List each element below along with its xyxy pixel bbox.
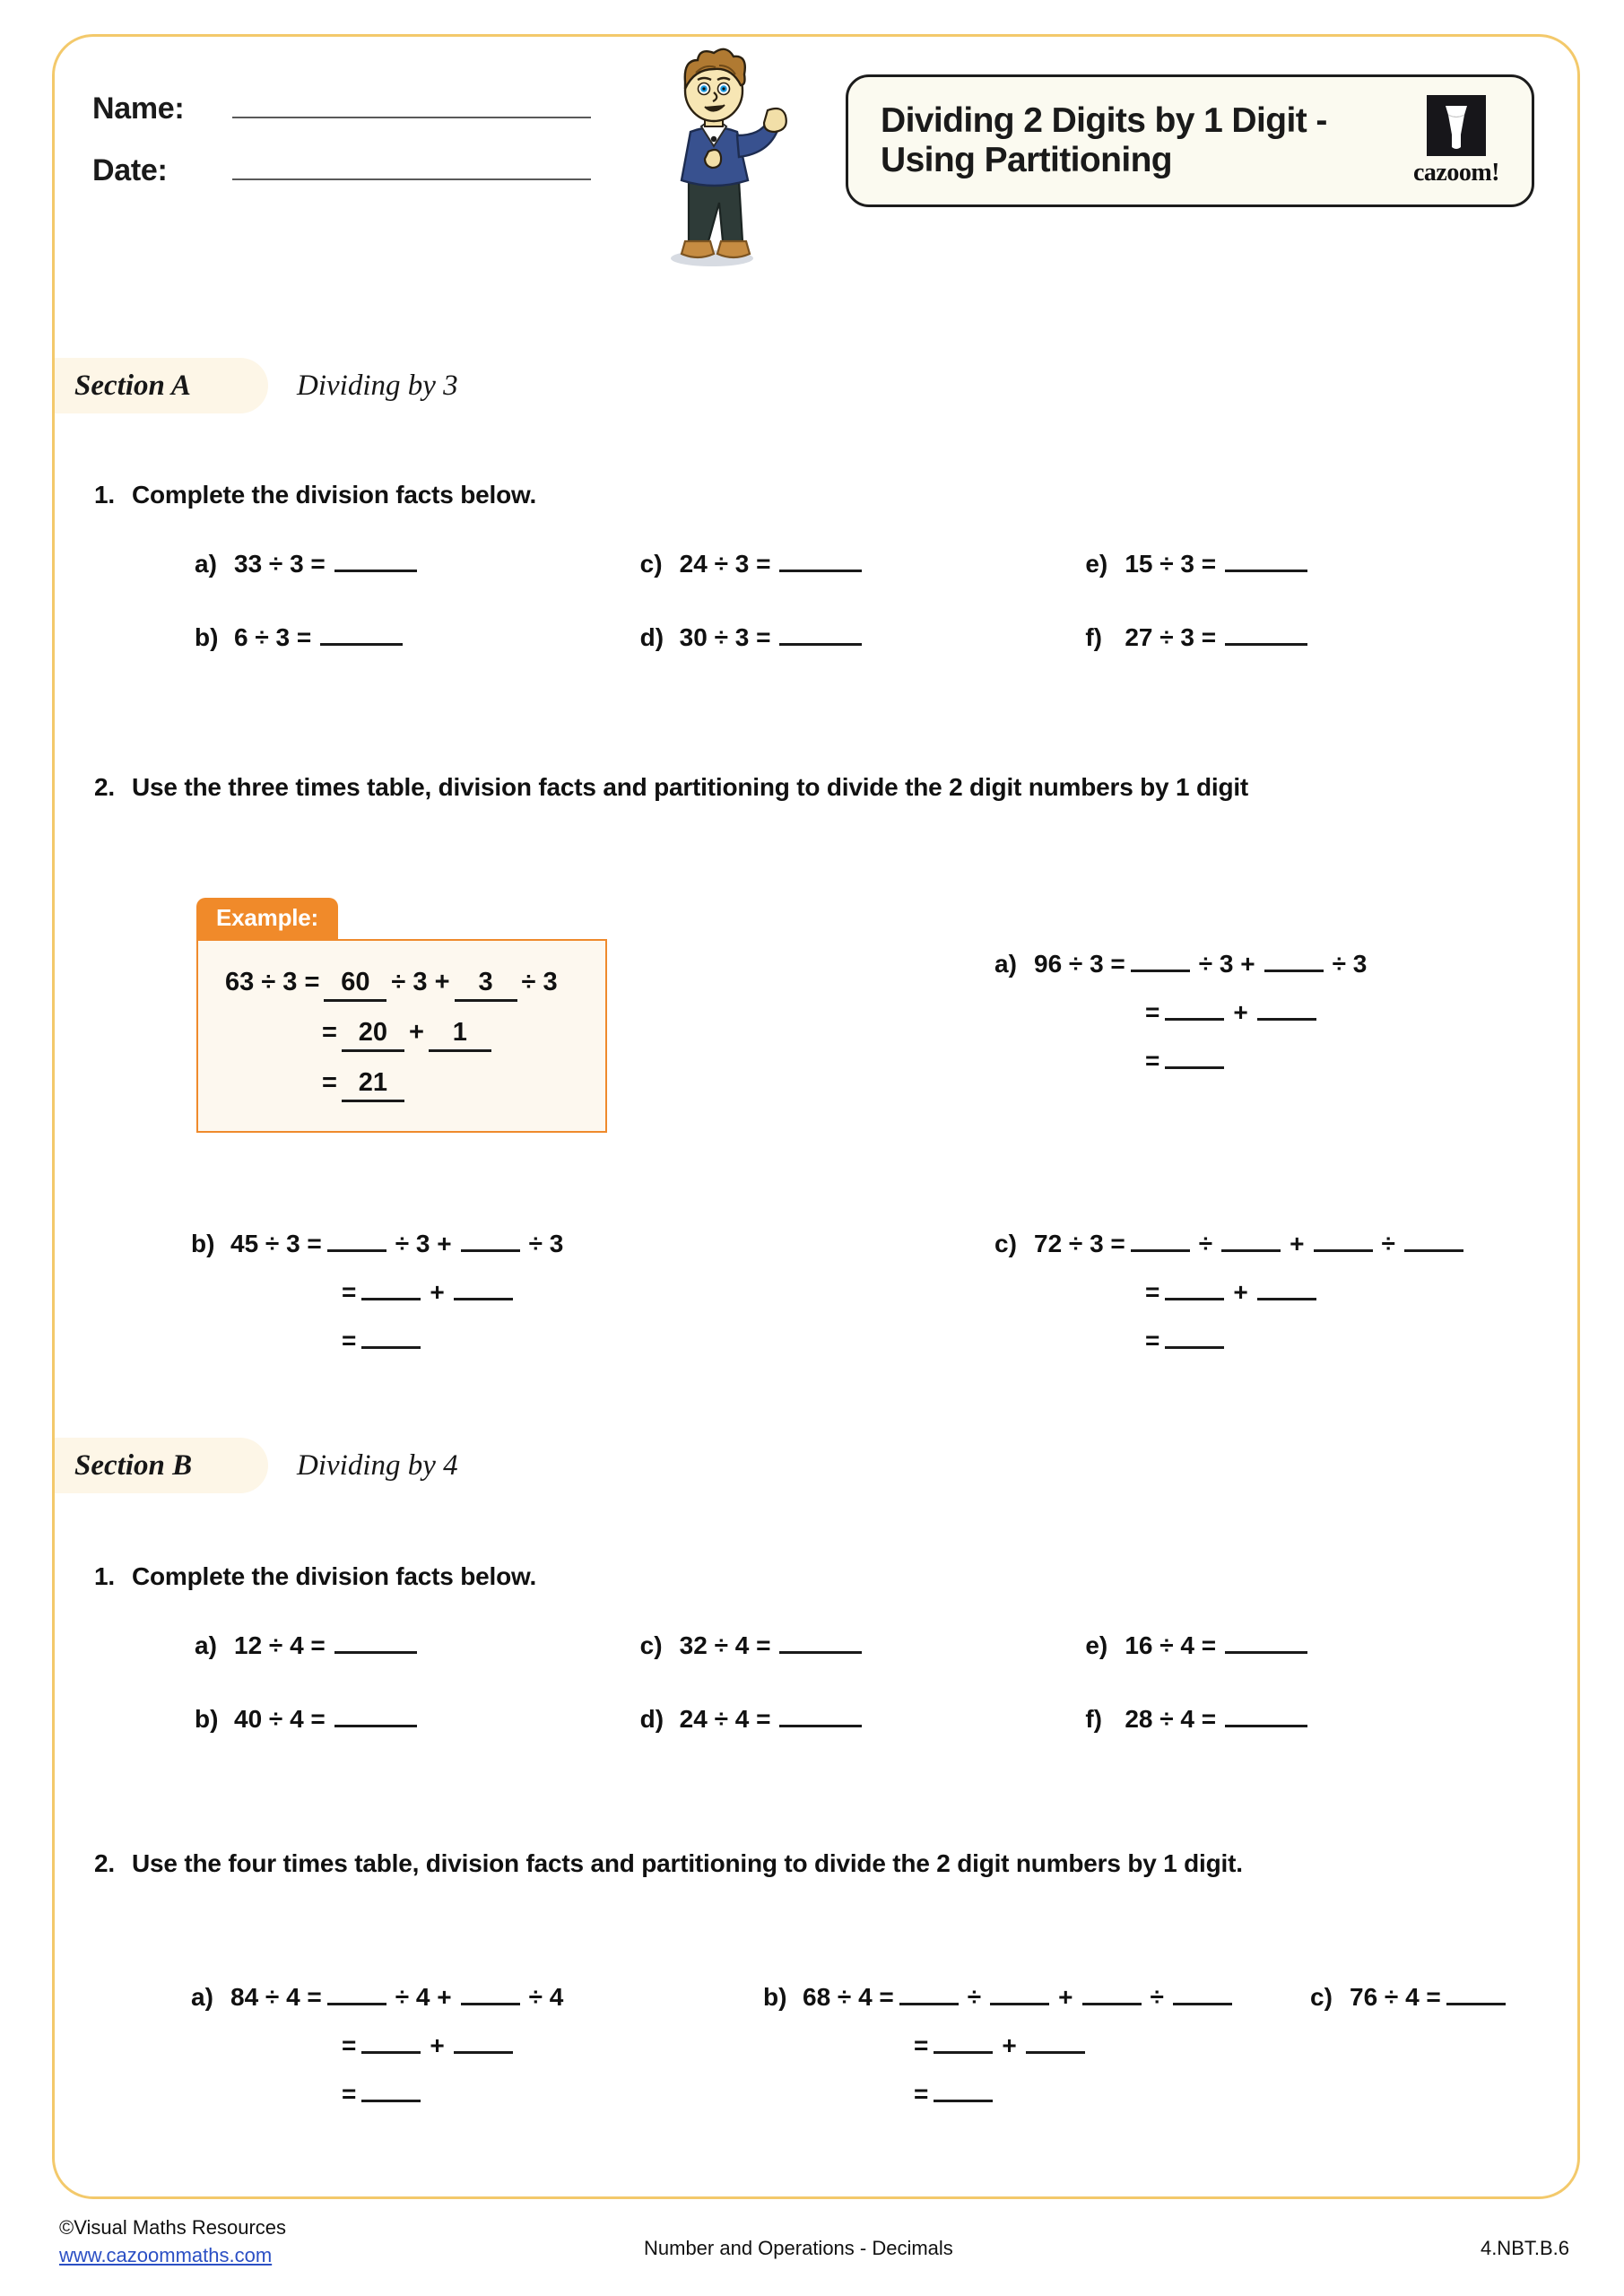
answer-blank[interactable] bbox=[1131, 950, 1190, 972]
date-label: Date: bbox=[92, 153, 168, 187]
section-a-pill bbox=[55, 358, 268, 413]
fact-expression: 15 ÷ 3 = bbox=[1125, 550, 1217, 578]
fact-label: b) bbox=[195, 1705, 219, 1733]
part-equals: = bbox=[342, 1278, 357, 1306]
answer-blank[interactable] bbox=[454, 1278, 513, 1300]
example-line-3 bbox=[198, 1068, 605, 1102]
part-equals: = bbox=[1145, 998, 1160, 1026]
fact-item bbox=[640, 623, 1086, 652]
section-b-pill bbox=[55, 1438, 268, 1493]
fact-expression: 16 ÷ 4 = bbox=[1125, 1631, 1217, 1659]
answer-blank[interactable] bbox=[990, 1983, 1049, 2005]
part-lhs: 68 ÷ 4 = bbox=[803, 1983, 894, 2011]
example-line-1 bbox=[198, 968, 605, 1002]
example-plus: + bbox=[408, 1018, 424, 1047]
fact-item bbox=[1085, 1705, 1531, 1734]
answer-blank[interactable] bbox=[334, 552, 417, 572]
part-equals: = bbox=[914, 2080, 929, 2108]
part-divide-1: ÷ bbox=[967, 1983, 982, 2011]
section-a-q1-prompt: Complete the division facts below. bbox=[132, 481, 537, 509]
example-value-20: 20 bbox=[342, 1018, 404, 1052]
section-b-q1-prompt: Complete the division facts below. bbox=[132, 1562, 537, 1590]
footer-copyright: ©Visual Maths Resources bbox=[59, 2216, 287, 2239]
example-value-21: 21 bbox=[342, 1068, 404, 1102]
fact-item bbox=[195, 550, 640, 578]
worksheet-footer bbox=[52, 2213, 1580, 2285]
fact-expression: 28 ÷ 4 = bbox=[1125, 1705, 1217, 1733]
fact-label: e) bbox=[1085, 550, 1108, 578]
fact-label: f) bbox=[1085, 623, 1102, 651]
part-line-1 bbox=[191, 1230, 567, 1258]
part-lhs: 96 ÷ 3 = bbox=[1034, 950, 1125, 978]
fact-expression: 6 ÷ 3 = bbox=[234, 623, 312, 651]
title-banner bbox=[846, 74, 1534, 207]
answer-blank[interactable] bbox=[361, 2031, 421, 2054]
part-operator-1: ÷ 3 + bbox=[395, 1230, 452, 1257]
answer-blank[interactable] bbox=[461, 1230, 520, 1252]
example-lhs: 63 ÷ 3 = bbox=[225, 968, 320, 996]
example-eq-2: = bbox=[322, 1018, 337, 1047]
example-value-3: 3 bbox=[455, 968, 517, 1002]
section-a-q2-part-a bbox=[994, 950, 1370, 1095]
section-b-subtitle: Dividing by 4 bbox=[297, 1448, 458, 1482]
part-lhs: 72 ÷ 3 = bbox=[1034, 1230, 1125, 1257]
example-box bbox=[196, 939, 607, 1133]
answer-blank[interactable] bbox=[361, 1326, 421, 1349]
fact-label: d) bbox=[639, 623, 664, 651]
answer-blank[interactable] bbox=[361, 1278, 421, 1300]
fact-expression: 30 ÷ 3 = bbox=[679, 623, 771, 651]
part-line-2 bbox=[191, 1278, 567, 1307]
cazoom-drum-icon bbox=[1427, 95, 1486, 156]
section-b-q2-part-b bbox=[763, 1983, 1238, 2128]
answer-blank[interactable] bbox=[320, 625, 403, 646]
part-lhs: 76 ÷ 4 = bbox=[1350, 1983, 1441, 2011]
section-a-q1-text bbox=[94, 478, 536, 512]
part-line-1 bbox=[191, 1983, 567, 2012]
fact-label: e) bbox=[1085, 1631, 1108, 1659]
example-value-60: 60 bbox=[324, 968, 386, 1002]
part-equals: = bbox=[342, 1326, 357, 1354]
answer-blank[interactable] bbox=[1404, 1230, 1463, 1252]
footer-website-link[interactable]: www.cazoommaths.com bbox=[59, 2244, 273, 2267]
section-b-q2-part-c bbox=[1310, 1983, 1511, 2031]
part-line-3 bbox=[763, 2080, 1238, 2109]
section-b-q1-facts bbox=[195, 1631, 1531, 1734]
section-a-q1-facts bbox=[195, 550, 1531, 652]
fact-item bbox=[1085, 550, 1531, 578]
student-mascot-illustration bbox=[633, 46, 795, 270]
fact-item bbox=[640, 550, 1086, 578]
part-label: b) bbox=[763, 1983, 787, 2011]
section-b-label: Section B bbox=[74, 1448, 193, 1482]
section-a-q2-prompt: Use the three times table, division facts and partitioning to divide the 2 digit numbers by 1 digit bbox=[132, 773, 1249, 801]
section-b-q2-number: 2. bbox=[94, 1849, 115, 1877]
part-line-3 bbox=[994, 1326, 1469, 1355]
part-operator-1: ÷ 3 + bbox=[1198, 950, 1255, 978]
example-eq-3: = bbox=[322, 1068, 337, 1097]
answer-blank[interactable] bbox=[1165, 1278, 1224, 1300]
section-b-q1-text bbox=[94, 1560, 536, 1594]
example-value-1: 1 bbox=[429, 1018, 491, 1052]
cazoom-wordmark: cazoom! bbox=[1412, 158, 1499, 187]
answer-blank[interactable] bbox=[779, 625, 862, 646]
section-a-q2-number: 2. bbox=[94, 773, 115, 801]
answer-blank[interactable] bbox=[779, 1633, 862, 1654]
fact-expression: 27 ÷ 3 = bbox=[1125, 623, 1217, 651]
worksheet-header bbox=[55, 37, 1583, 306]
part-label: a) bbox=[191, 1983, 213, 2011]
answer-blank[interactable] bbox=[779, 552, 862, 572]
part-line-1 bbox=[994, 1230, 1469, 1258]
answer-blank[interactable] bbox=[454, 2031, 513, 2054]
section-b-q2-part-a bbox=[191, 1983, 567, 2128]
part-divide-2: ÷ bbox=[1381, 1230, 1395, 1257]
fact-item bbox=[1085, 1631, 1531, 1660]
part-line-2 bbox=[994, 1278, 1469, 1307]
answer-blank[interactable] bbox=[1446, 1983, 1506, 2005]
part-operator-1: ÷ 4 + bbox=[395, 1983, 452, 2011]
answer-blank[interactable] bbox=[1026, 2031, 1085, 2054]
part-equals: = bbox=[342, 2080, 357, 2108]
fact-item bbox=[640, 1631, 1086, 1660]
answer-blank[interactable] bbox=[1165, 1326, 1224, 1349]
part-plus: + bbox=[430, 2031, 445, 2059]
part-plus: + bbox=[430, 1278, 445, 1306]
answer-blank[interactable] bbox=[1165, 1047, 1224, 1069]
answer-blank[interactable] bbox=[327, 1983, 386, 2005]
fact-expression: 40 ÷ 4 = bbox=[234, 1705, 326, 1733]
section-a-q2-part-c bbox=[994, 1230, 1469, 1375]
example-block bbox=[196, 898, 607, 1133]
part-operator-2: ÷ 3 bbox=[1332, 950, 1368, 978]
example-tab-label: Example: bbox=[196, 898, 338, 939]
answer-blank[interactable] bbox=[334, 1633, 417, 1654]
fact-item bbox=[195, 1705, 640, 1734]
answer-blank[interactable] bbox=[327, 1230, 386, 1252]
section-b-q1-number: 1. bbox=[94, 1562, 115, 1590]
answer-blank[interactable] bbox=[1173, 1983, 1232, 2005]
fact-item bbox=[195, 1631, 640, 1660]
part-line-1 bbox=[1310, 1983, 1511, 2012]
part-line-3 bbox=[191, 1326, 567, 1355]
fact-item bbox=[1085, 623, 1531, 652]
answer-blank[interactable] bbox=[1131, 1230, 1190, 1252]
part-equals: = bbox=[342, 2031, 357, 2059]
fact-label: c) bbox=[639, 550, 663, 578]
section-a-q2-part-b bbox=[191, 1230, 567, 1375]
answer-blank[interactable] bbox=[1225, 1633, 1307, 1654]
fact-expression: 32 ÷ 4 = bbox=[679, 1631, 771, 1659]
answer-blank[interactable] bbox=[1225, 625, 1307, 646]
name-date-block bbox=[92, 86, 648, 210]
answer-blank[interactable] bbox=[1314, 1230, 1373, 1252]
section-a-q2-text bbox=[94, 770, 1248, 804]
part-line-2 bbox=[994, 998, 1370, 1027]
fact-label: a) bbox=[195, 1631, 217, 1659]
answer-blank[interactable] bbox=[1257, 1278, 1316, 1300]
fact-label: b) bbox=[195, 623, 219, 651]
answer-blank[interactable] bbox=[899, 1983, 959, 2005]
answer-blank[interactable] bbox=[1264, 950, 1324, 972]
part-divide-2: ÷ bbox=[1150, 1983, 1164, 2011]
fact-label: c) bbox=[639, 1631, 663, 1659]
answer-blank[interactable] bbox=[934, 2031, 993, 2054]
part-plus: + bbox=[1002, 2031, 1017, 2059]
answer-blank[interactable] bbox=[779, 1707, 862, 1727]
worksheet-page bbox=[52, 34, 1580, 2199]
part-equals: = bbox=[1145, 1278, 1160, 1306]
part-plus: + bbox=[1233, 1278, 1248, 1306]
part-line-1 bbox=[994, 950, 1370, 978]
example-mid-2: ÷ 3 bbox=[521, 968, 558, 996]
answer-blank[interactable] bbox=[1221, 1230, 1281, 1252]
part-equals: = bbox=[1145, 1326, 1160, 1354]
part-label: c) bbox=[994, 1230, 1017, 1257]
answer-blank[interactable] bbox=[934, 2080, 993, 2102]
part-line-3 bbox=[994, 1047, 1370, 1075]
part-divide-1: ÷ bbox=[1198, 1230, 1213, 1257]
answer-blank[interactable] bbox=[1257, 998, 1316, 1021]
section-b-q2-text bbox=[94, 1847, 1243, 1881]
part-label: a) bbox=[994, 950, 1017, 978]
part-label: b) bbox=[191, 1230, 215, 1257]
name-label: Name: bbox=[92, 91, 185, 126]
part-operator-2: ÷ 4 bbox=[528, 1983, 564, 2011]
part-lhs: 45 ÷ 3 = bbox=[230, 1230, 322, 1257]
part-plus: + bbox=[1058, 1983, 1073, 2011]
worksheet-title: Dividing 2 Digits by 1 Digit - Using Partitioning bbox=[881, 100, 1327, 179]
fact-item bbox=[195, 623, 640, 652]
part-line-3 bbox=[191, 2080, 567, 2109]
date-row bbox=[92, 148, 648, 188]
fact-expression: 12 ÷ 4 = bbox=[234, 1631, 326, 1659]
part-label: c) bbox=[1310, 1983, 1333, 2011]
section-a-header bbox=[55, 358, 458, 413]
footer-standard-code: 4.NBT.B.6 bbox=[1480, 2237, 1569, 2259]
fact-expression: 24 ÷ 3 = bbox=[679, 550, 771, 578]
part-equals: = bbox=[1145, 1047, 1160, 1074]
section-a-subtitle: Dividing by 3 bbox=[297, 369, 458, 402]
part-plus: + bbox=[1233, 998, 1248, 1026]
answer-blank[interactable] bbox=[361, 2080, 421, 2102]
fact-expression: 33 ÷ 3 = bbox=[234, 550, 326, 578]
part-operator-2: ÷ 3 bbox=[528, 1230, 564, 1257]
answer-blank[interactable] bbox=[1225, 552, 1307, 572]
part-equals: = bbox=[914, 2031, 929, 2059]
name-input-line[interactable] bbox=[232, 86, 591, 118]
example-line-2 bbox=[198, 1018, 605, 1052]
fact-item bbox=[640, 1705, 1086, 1734]
cazoom-logo bbox=[1403, 95, 1510, 187]
fact-label: f) bbox=[1085, 1705, 1102, 1733]
section-a-q1-number: 1. bbox=[94, 481, 115, 509]
section-b-header bbox=[55, 1438, 458, 1493]
date-input-line[interactable] bbox=[232, 148, 591, 180]
answer-blank[interactable] bbox=[1082, 1983, 1142, 2005]
footer-topic: Number and Operations - Decimals bbox=[644, 2237, 953, 2259]
footer-left bbox=[59, 2213, 286, 2269]
part-lhs: 84 ÷ 4 = bbox=[230, 1983, 322, 2011]
answer-blank[interactable] bbox=[461, 1983, 520, 2005]
answer-blank[interactable] bbox=[1225, 1707, 1307, 1727]
fact-label: a) bbox=[195, 550, 217, 578]
name-row bbox=[92, 86, 648, 126]
part-line-1 bbox=[763, 1983, 1238, 2012]
section-b-q2-prompt: Use the four times table, division facts and partitioning to divide the 2 digit numbers by 1 digit. bbox=[132, 1849, 1243, 1877]
example-mid-1: ÷ 3 + bbox=[391, 968, 450, 996]
section-a-label: Section A bbox=[74, 369, 191, 402]
answer-blank[interactable] bbox=[334, 1707, 417, 1727]
answer-blank[interactable] bbox=[1165, 998, 1224, 1021]
part-line-2 bbox=[763, 2031, 1238, 2060]
fact-expression: 24 ÷ 4 = bbox=[679, 1705, 771, 1733]
fact-label: d) bbox=[639, 1705, 664, 1733]
part-line-2 bbox=[191, 2031, 567, 2060]
part-plus: + bbox=[1290, 1230, 1305, 1257]
